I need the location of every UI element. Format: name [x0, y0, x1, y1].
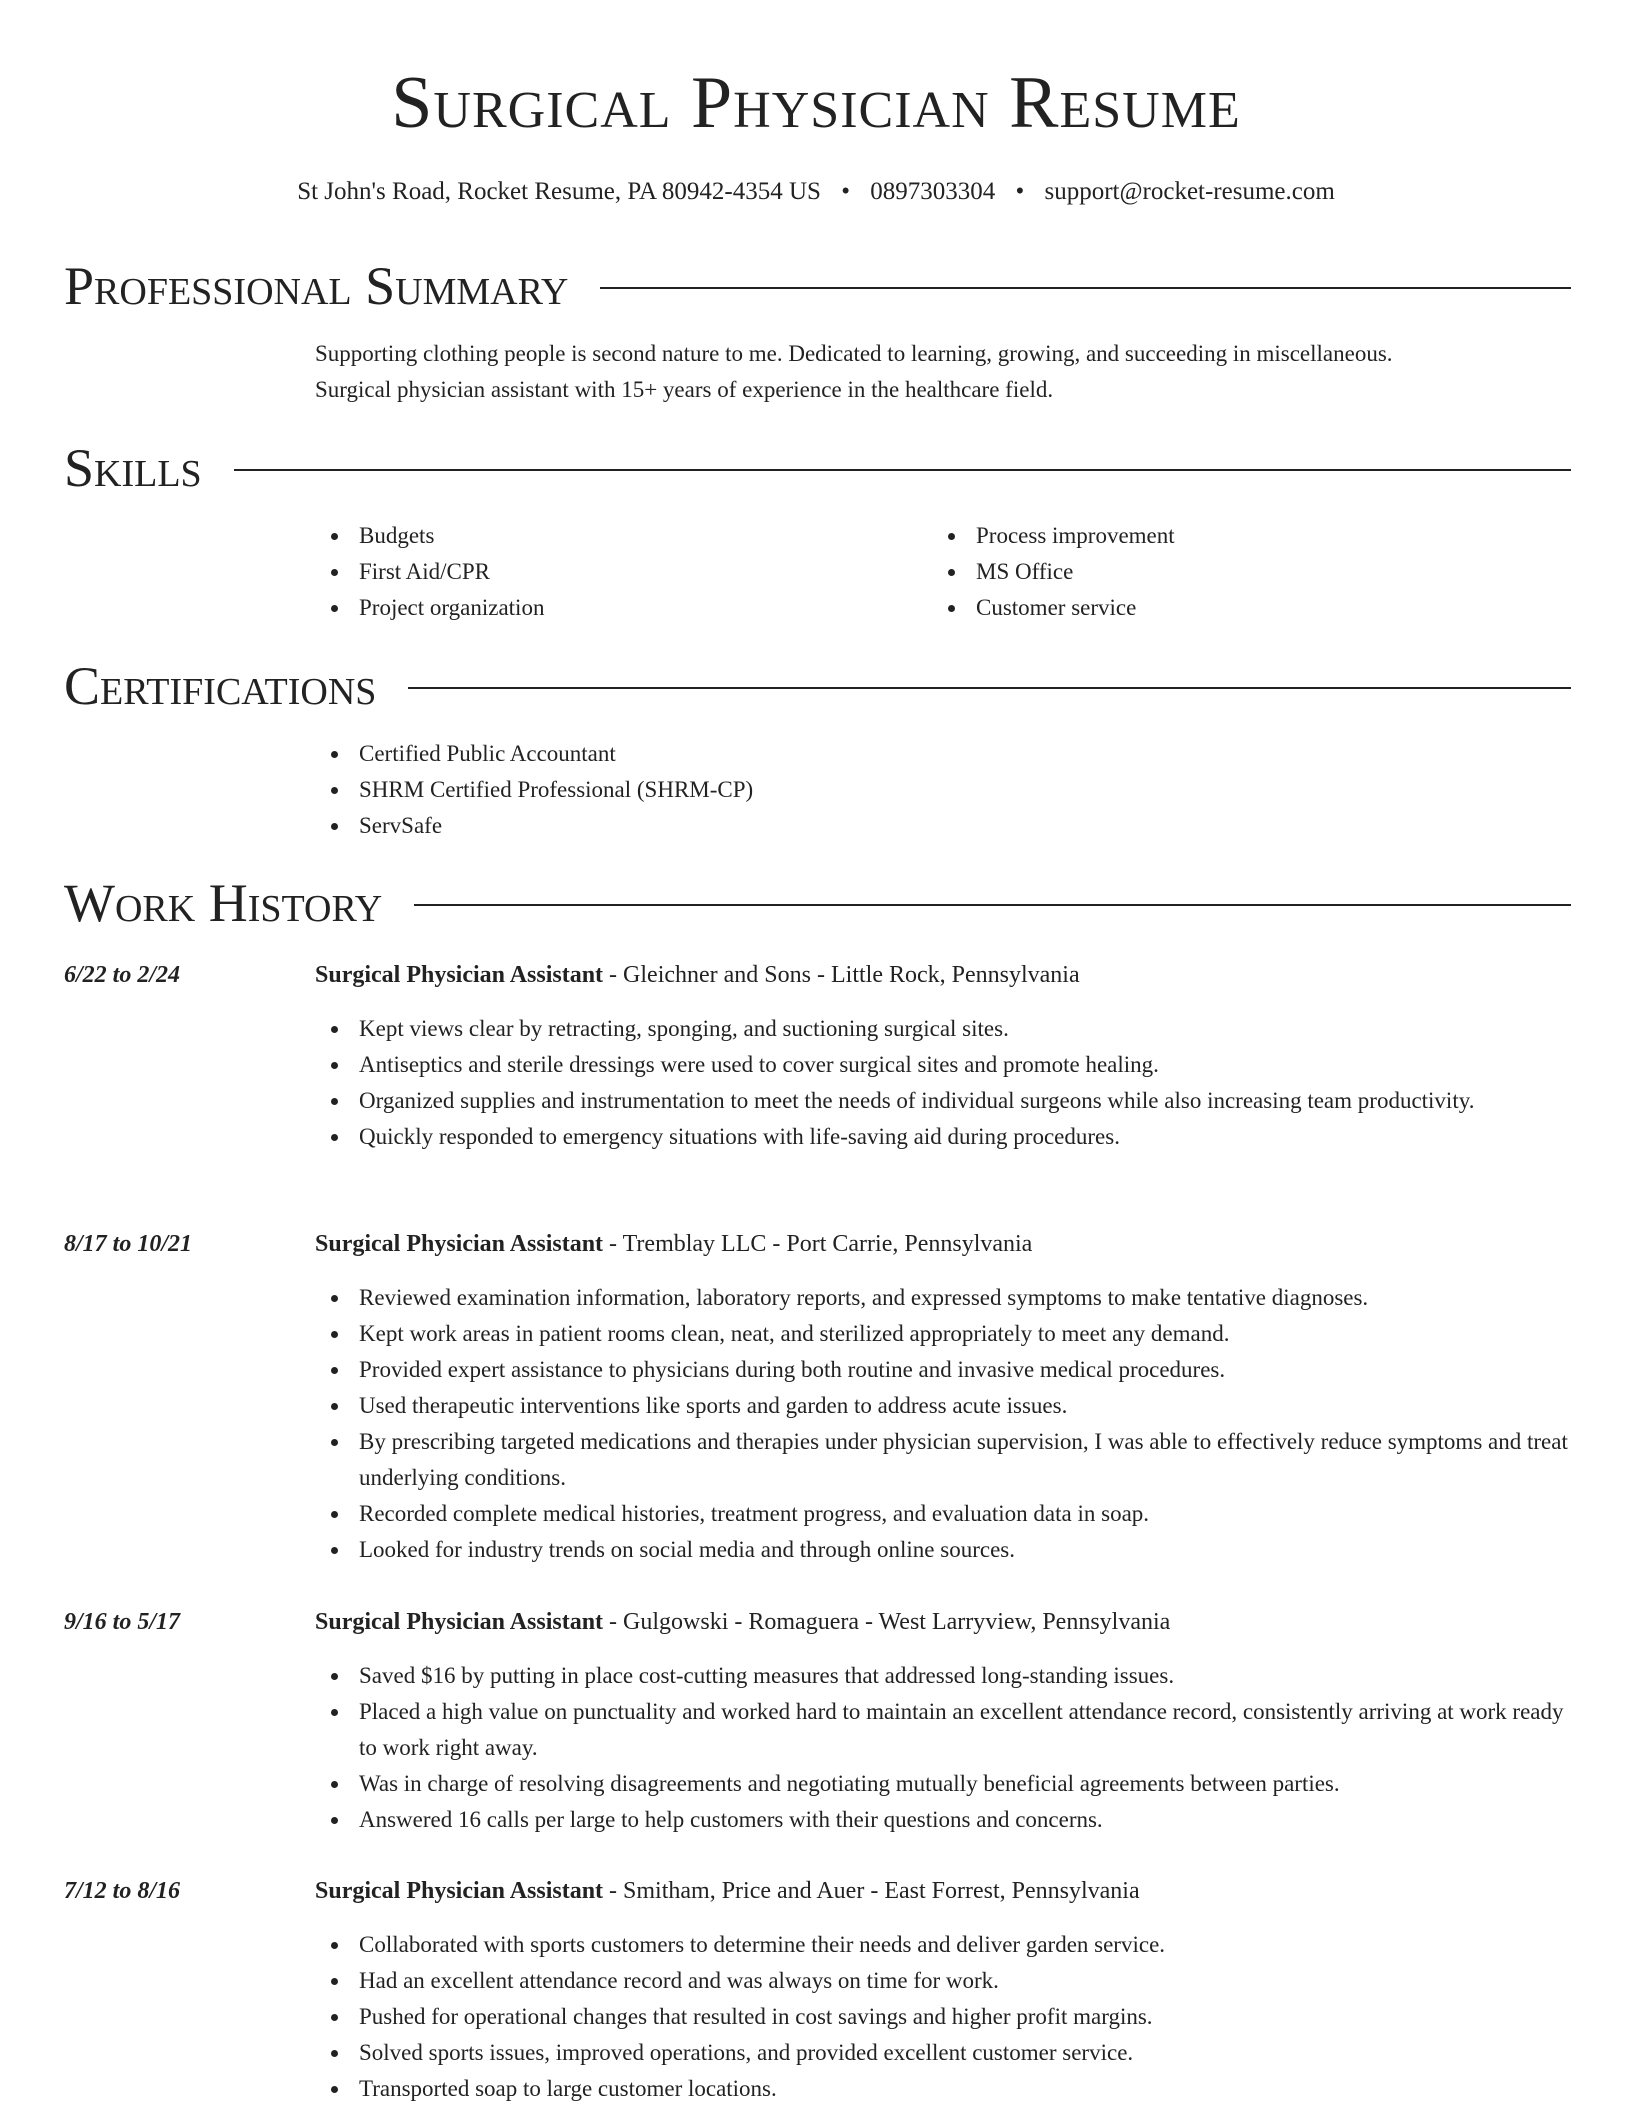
- job-details: - Gulgowski - Romaguera - West Larryview, Pennsylvania: [603, 1609, 1171, 1635]
- skill-item: Budgets: [315, 518, 875, 554]
- job-header: [315, 1873, 1140, 1909]
- job-role: Surgical Physician Assistant: [315, 1609, 604, 1635]
- section-title-skills: Skills: [64, 438, 202, 498]
- job-dates: 6/22 to 2/24: [64, 962, 181, 988]
- certification-item: SHRM Certified Professional (SHRM-CP): [315, 772, 1571, 808]
- job-bullet: Antiseptics and sterile dressings were used to cover surgical sites and promote healing.: [315, 1047, 1571, 1083]
- job-bullet-list: [315, 1658, 1571, 1838]
- job-bullet-list: [315, 1011, 1571, 1155]
- section-title-certifications: Certifications: [64, 656, 377, 716]
- job-role: Surgical Physician Assistant: [315, 1878, 604, 1904]
- skills-section: [64, 435, 1571, 501]
- skill-item: First Aid/CPR: [315, 554, 875, 590]
- job-details: - Gleichner and Sons - Little Rock, Pennsylvania: [603, 962, 1080, 988]
- work-history-section: [64, 870, 1571, 936]
- certification-item: Certified Public Accountant: [315, 736, 1571, 772]
- job-bullet: Pushed for operational changes that resulted in cost savings and higher profit margins.: [315, 1999, 1571, 2035]
- job-header: [315, 957, 1080, 993]
- section-header: [64, 253, 1571, 319]
- resume-title: Surgical Physician Resume: [391, 62, 1241, 144]
- contact-line: [0, 175, 1632, 209]
- section-header: [64, 435, 1571, 501]
- contact-email[interactable]: support@rocket-resume.com: [1044, 178, 1335, 205]
- section-divider: [414, 904, 1571, 906]
- section-header: [64, 653, 1571, 719]
- summary-line: Surgical physician assistant with 15+ years of experience in the healthcare field.: [315, 377, 1054, 402]
- job-bullet-list: [315, 1280, 1571, 1568]
- skills-column-right: [932, 518, 1492, 626]
- job-bullet: Saved $16 by putting in place cost-cutting measures that addressed long-standing issues.: [315, 1658, 1571, 1694]
- contact-separator: •: [841, 178, 850, 205]
- job-bullet: Provided expert assistance to physicians during both routine and invasive medical procedures.: [315, 1352, 1571, 1388]
- job-bullet: Transported soap to large customer locations.: [315, 2071, 1571, 2107]
- contact-address: St John's Road, Rocket Resume, PA 80942-4354 US: [297, 178, 821, 205]
- job-bullet: Reviewed examination information, laboratory reports, and expressed symptoms to make tentative diagnoses.: [315, 1280, 1571, 1316]
- job-bullet: Kept views clear by retracting, sponging, and suctioning surgical sites.: [315, 1011, 1571, 1047]
- job-details: - Smitham, Price and Auer - East Forrest, Pennsylvania: [603, 1878, 1140, 1904]
- section-title-work-history: Work History: [64, 873, 383, 933]
- skill-item: Project organization: [315, 590, 875, 626]
- certifications-list: [315, 736, 1571, 844]
- job-bullet: Solved sports issues, improved operations, and provided excellent customer service.: [315, 2035, 1571, 2071]
- section-divider: [600, 287, 1571, 289]
- job-bullet-list: [315, 1927, 1571, 2107]
- job-details: - Tremblay LLC - Port Carrie, Pennsylvania: [603, 1231, 1033, 1257]
- job-bullet: Recorded complete medical histories, treatment progress, and evaluation data in soap.: [315, 1496, 1571, 1532]
- job-bullet: Had an excellent attendance record and was always on time for work.: [315, 1963, 1571, 1999]
- summary-line: Supporting clothing people is second nature to me. Dedicated to learning, growing, and succeeding in miscellaneous.: [315, 341, 1393, 366]
- job-role: Surgical Physician Assistant: [315, 962, 604, 988]
- job-bullet: Answered 16 calls per large to help customers with their questions and concerns.: [315, 1802, 1571, 1838]
- job-bullet: Collaborated with sports customers to determine their needs and deliver garden service.: [315, 1927, 1571, 1963]
- skill-item: MS Office: [932, 554, 1492, 590]
- job-bullet: Quickly responded to emergency situations with life-saving aid during procedures.: [315, 1119, 1571, 1155]
- certifications-section: [64, 653, 1571, 719]
- summary-text: [315, 336, 1571, 408]
- summary-section: [64, 253, 1571, 319]
- skill-item: Customer service: [932, 590, 1492, 626]
- contact-phone: 0897303304: [870, 178, 996, 205]
- job-bullet: By prescribing targeted medications and therapies under physician supervision, I was able to effectively reduce symptoms and treat underlying conditions.: [315, 1424, 1571, 1496]
- job-bullet: Was in charge of resolving disagreements and negotiating mutually beneficial agreements between parties.: [315, 1766, 1571, 1802]
- section-header: [64, 870, 1571, 936]
- section-title-summary: Professional Summary: [64, 256, 569, 316]
- job-role: Surgical Physician Assistant: [315, 1231, 604, 1257]
- job-header: [315, 1226, 1032, 1262]
- skill-item: Process improvement: [932, 518, 1492, 554]
- job-bullet: Organized supplies and instrumentation to meet the needs of individual surgeons while also increasing team productivity.: [315, 1083, 1571, 1119]
- section-divider: [234, 469, 1571, 471]
- job-bullet: Used therapeutic interventions like sports and garden to address acute issues.: [315, 1388, 1571, 1424]
- job-dates: 9/16 to 5/17: [64, 1609, 181, 1635]
- certification-item: ServSafe: [315, 808, 1571, 844]
- section-divider: [408, 687, 1571, 689]
- job-dates: 8/17 to 10/21: [64, 1231, 193, 1257]
- job-bullet: Looked for industry trends on social media and through online sources.: [315, 1532, 1571, 1568]
- job-dates: 7/12 to 8/16: [64, 1878, 181, 1904]
- contact-separator: •: [1015, 178, 1025, 205]
- job-bullet: Kept work areas in patient rooms clean, neat, and sterilized appropriately to meet any demand.: [315, 1316, 1571, 1352]
- job-bullet: Placed a high value on punctuality and worked hard to maintain an excellent attendance record, consistently arriving at work ready to work right away.: [315, 1694, 1571, 1766]
- skills-column-left: [315, 518, 875, 626]
- job-header: [315, 1604, 1170, 1640]
